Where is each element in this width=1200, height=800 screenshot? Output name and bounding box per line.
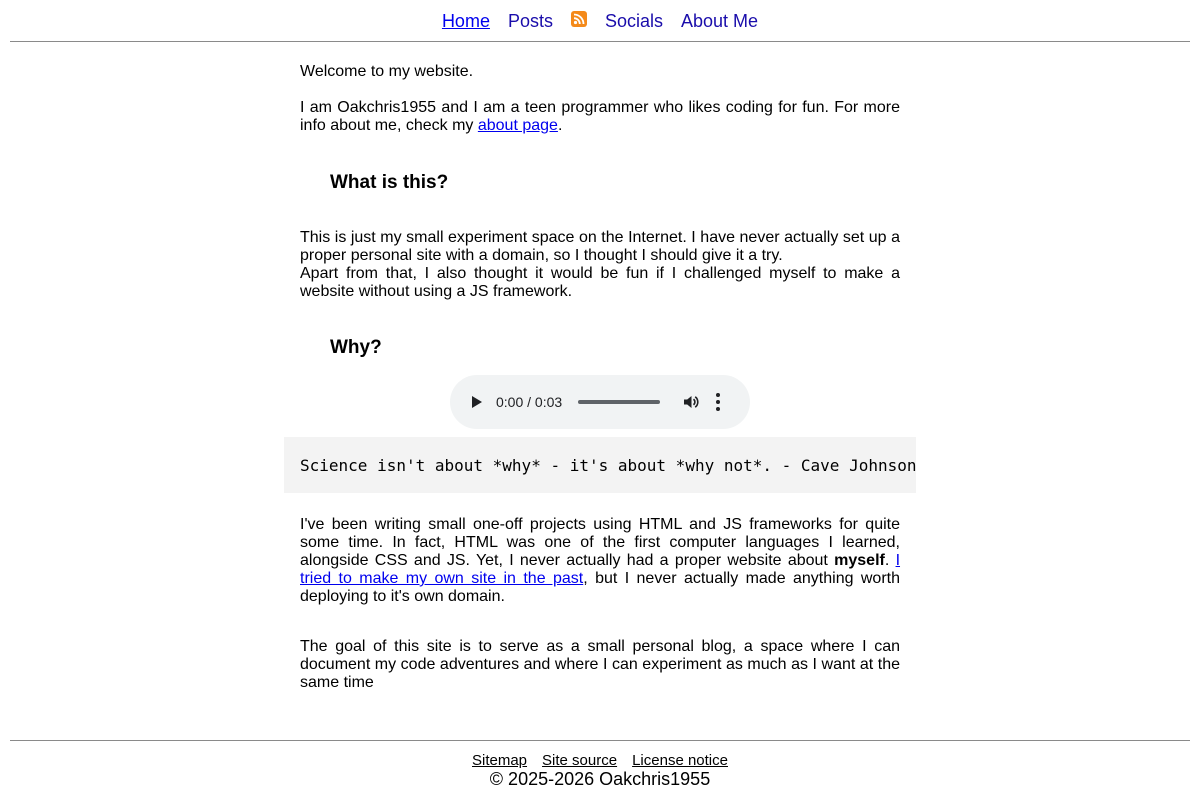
footer-divider — [10, 740, 1190, 741]
nav-about-link[interactable]: About Me — [681, 10, 759, 31]
what-paragraph-2: Apart from that, I also thought it would be fun if I challenged myself to make a website without using a JS framework. — [300, 265, 900, 300]
quote-block: Science isn't about *why* - it's about *why not*. - Cave Johnson — [284, 437, 916, 493]
more-options-icon[interactable] — [716, 393, 720, 411]
bio-text-end: . — [557, 117, 563, 134]
why-content — [300, 516, 900, 692]
nav-home-link[interactable]: Home — [441, 10, 490, 31]
past-site-link[interactable]: I tried to make my own site in the past — [300, 552, 901, 587]
footer-links — [0, 752, 1200, 769]
why-paragraph-2: The goal of this site is to serve as a small personal blog, a space where I can document my code adventures and where I can experiment as much as I want at the same time — [300, 638, 900, 691]
license-notice-link[interactable]: License notice — [632, 752, 728, 769]
audio-progress-slider[interactable] — [578, 400, 660, 404]
bio-paragraph — [300, 99, 900, 135]
why-paragraph-1 — [300, 516, 900, 606]
why-text-mid: . — [884, 552, 896, 569]
audio-player — [450, 375, 750, 429]
rss-feed-icon[interactable] — [571, 11, 587, 27]
what-paragraph-1: This is just my small experiment space on the Internet. I have never actually set up a proper personal site with a domain, so I thought I should give it a try. — [300, 229, 900, 264]
copyright-text: © 2025-2026 Oakchris1955 — [489, 769, 711, 789]
welcome-text: Welcome to my website. — [300, 63, 474, 80]
sitemap-link[interactable]: Sitemap — [472, 752, 528, 769]
myself-bold-text: myself — [834, 552, 885, 569]
why-text: I've been writing small one-off projects using HTML and JS frameworks for quite some time. In fact, HTML was one of the first computer languages I learned, alongside CSS and JS. Yet, I never actually had a proper website about — [300, 516, 900, 569]
volume-icon[interactable] — [682, 393, 700, 411]
play-icon[interactable] — [472, 396, 482, 408]
nav-socials-link[interactable]: Socials — [604, 10, 664, 31]
audio-time: 0:00 / 0:03 — [496, 394, 563, 410]
bio-text: I am Oakchris1955 and I am a teen programmer who likes coding for fun. For more info about me, check my — [300, 99, 900, 134]
top-navigation — [0, 8, 1200, 34]
why-text-end: , but I never actually made anything worth deploying to it's own domain. — [300, 570, 901, 605]
about-page-link[interactable]: about page — [477, 117, 558, 134]
what-is-this-heading: What is this? — [330, 172, 449, 193]
site-source-link[interactable]: Site source — [542, 752, 618, 769]
main-content — [300, 63, 900, 359]
header-divider — [10, 41, 1190, 42]
nav-posts-link[interactable]: Posts — [507, 10, 553, 31]
why-heading: Why? — [330, 337, 382, 358]
